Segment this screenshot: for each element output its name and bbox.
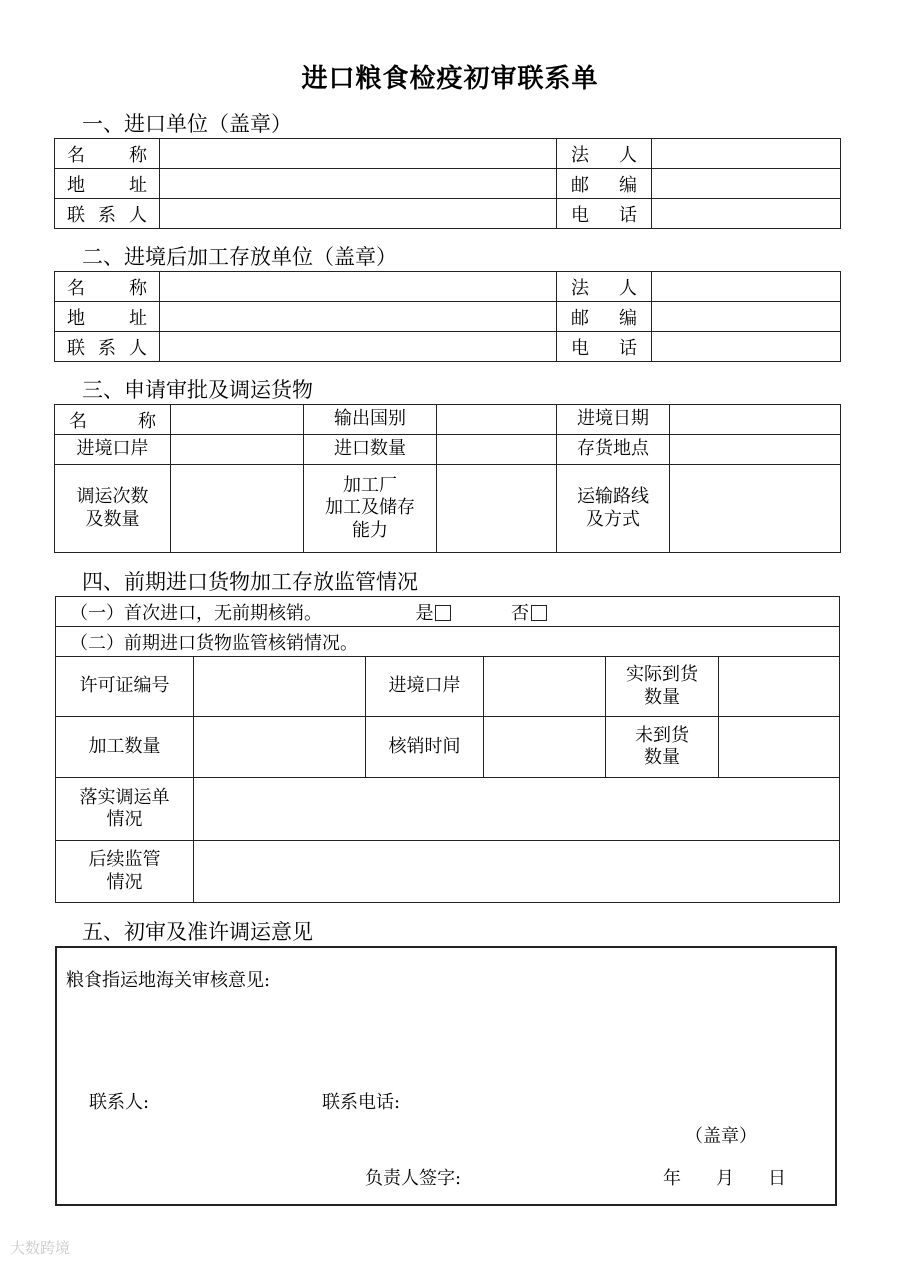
field-license-no[interactable] [194,657,366,717]
prior-status-row: （二）前期进口货物监管核销情况。 [56,627,840,657]
label-legal-rep: 法人 [557,272,652,302]
section1-table [54,138,841,229]
field-writeoff-time[interactable] [484,717,606,778]
field-postcode[interactable] [652,302,841,332]
field-pending-arrival-qty[interactable] [719,717,840,778]
field-transfer-count[interactable] [171,465,304,553]
field-address[interactable] [160,302,557,332]
field-contact[interactable] [160,332,557,362]
label-followup-supervision: 后续监管 情况 [56,841,194,903]
field-phone[interactable] [652,199,841,229]
label-address: 地址 [55,169,160,199]
section5-heading: 五、初审及准许调运意见 [82,920,313,944]
field-import-quantity[interactable] [437,435,557,465]
field-actual-arrival-qty[interactable] [719,657,840,717]
label-transport-route: 运输路线 及方式 [557,465,670,553]
label-actual-arrival-qty: 实际到货 数量 [606,657,719,717]
field-transport-route[interactable] [670,465,841,553]
label-name: 名称 [55,139,160,169]
label-processing-qty: 加工数量 [56,717,194,778]
field-legal-rep[interactable] [652,139,841,169]
label-dispatch-implementation: 落实调运单 情况 [56,778,194,841]
field-followup-supervision[interactable] [194,841,840,903]
field-dispatch-implementation[interactable] [194,778,840,841]
first-import-row [56,597,840,627]
month-label: 月 [716,1168,734,1189]
year-label: 年 [663,1168,681,1189]
label-postcode: 邮编 [557,169,652,199]
label-export-country: 输出国别 [304,405,437,435]
phone-label: 联系电话: [322,1092,401,1113]
field-processing-qty[interactable] [194,717,366,778]
label-legal-rep: 法人 [557,139,652,169]
field-name[interactable] [160,139,557,169]
field-goods-name[interactable] [171,405,304,435]
label-storage-location: 存货地点 [557,435,670,465]
section2-heading: 二、进境后加工存放单位（盖章） [82,245,397,269]
opinion-box [55,946,837,1206]
label-name: 名称 [55,272,160,302]
field-factory-capacity[interactable] [437,465,557,553]
section1-heading: 一、进口单位（盖章） [82,112,292,136]
label-license-no: 许可证编号 [56,657,194,717]
yes-label: 是 [415,602,434,624]
field-phone[interactable] [652,332,841,362]
field-postcode[interactable] [652,169,841,199]
field-storage-location[interactable] [670,435,841,465]
label-entry-date: 进境日期 [557,405,670,435]
label-writeoff-time: 核销时间 [366,717,484,778]
label-transfer-count: 调运次数 及数量 [55,465,171,553]
label-entry-port: 进境口岸 [366,657,484,717]
signature-label: 负责人签字: [365,1168,462,1189]
field-address[interactable] [160,169,557,199]
seal-label: （盖章） [685,1126,757,1147]
label-phone: 电话 [557,332,652,362]
field-entry-date[interactable] [670,405,841,435]
label-address: 地址 [55,302,160,332]
label-entry-port: 进境口岸 [55,435,171,465]
field-export-country[interactable] [437,405,557,435]
label-factory-capacity: 加工厂 加工及储存 能力 [304,465,437,553]
label-contact: 联系人 [55,199,160,229]
field-legal-rep[interactable] [652,272,841,302]
no-checkbox[interactable] [531,605,547,621]
yes-checkbox[interactable] [435,605,451,621]
label-import-quantity: 进口数量 [304,435,437,465]
form-title: 进口粮食检疫初审联系单 [301,64,599,94]
label-pending-arrival-qty: 未到货 数量 [606,717,719,778]
label-phone: 电话 [557,199,652,229]
field-contact[interactable] [160,199,557,229]
section4-table [55,596,840,903]
contact-label: 联系人: [89,1092,150,1113]
section3-heading: 三、申请审批及调运货物 [82,378,313,402]
field-name[interactable] [160,272,557,302]
label-contact: 联系人 [55,332,160,362]
section2-table [54,271,841,362]
opinion-label: 粮食指运地海关审核意见: [66,970,271,991]
field-entry-port[interactable] [171,435,304,465]
label-goods-name: 名称 [55,405,171,435]
label-postcode: 邮编 [557,302,652,332]
no-label: 否 [510,602,529,624]
watermark: 大数跨境 [10,1239,71,1257]
section4-heading: 四、前期进口货物加工存放监管情况 [82,570,418,594]
field-entry-port[interactable] [484,657,606,717]
day-label: 日 [768,1168,786,1189]
section3-table [54,404,841,553]
first-import-text: （一）首次进口，无前期核销。 [70,602,322,624]
